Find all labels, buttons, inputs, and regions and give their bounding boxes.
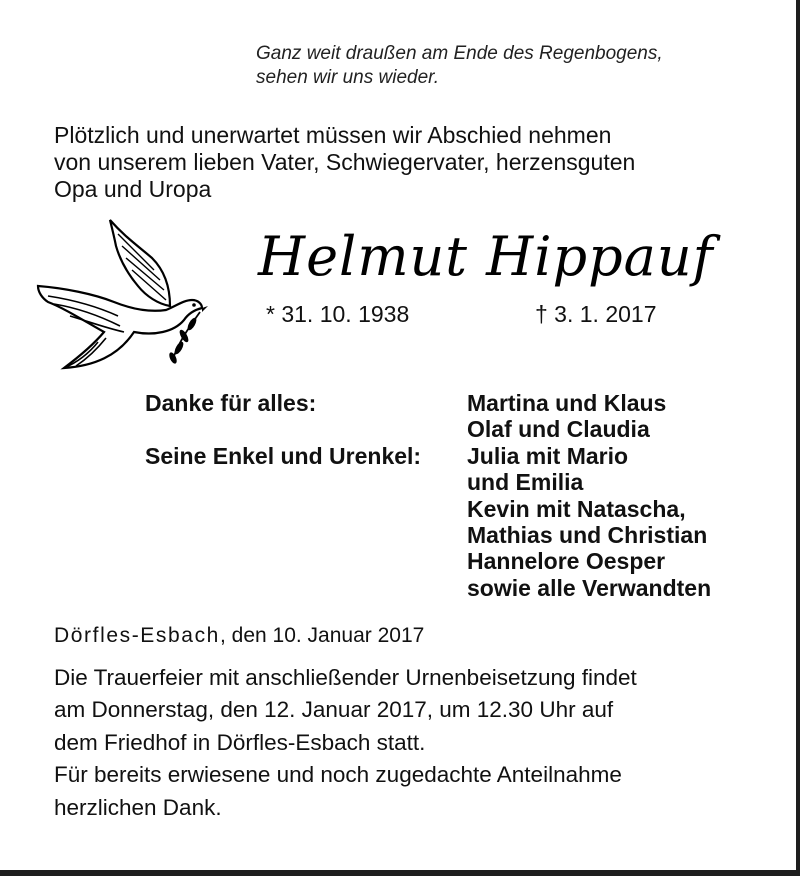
closing-line: herzlichen Dank. xyxy=(54,794,222,820)
mourner-row xyxy=(145,469,711,495)
mourner-name: Martina und Klaus xyxy=(467,390,667,416)
mourner-row xyxy=(145,390,711,416)
notice-date: , den 10. Januar 2017 xyxy=(219,624,425,647)
mourner-row xyxy=(145,443,711,469)
motto-line: Ganz weit draußen am Ende des Regenbogens, xyxy=(256,43,663,64)
mourner-name: Mathias und Christian xyxy=(467,522,708,549)
mourner-row xyxy=(145,416,711,442)
death-date: † 3. 1. 2017 xyxy=(535,301,657,327)
motto-line: sehen wir uns wieder. xyxy=(256,67,440,88)
mourner-group-label: Danke für alles: xyxy=(145,390,317,416)
closing-line: Die Trauerfeier mit anschließender Urnenbeisetzung findet xyxy=(54,665,637,690)
mourner-row xyxy=(145,496,711,522)
intro-line: Opa und Uropa xyxy=(54,176,212,202)
motto-quote xyxy=(256,42,776,90)
town-name: Dörfles-Esbach xyxy=(54,624,220,647)
mourner-name: sowie alle Verwandten xyxy=(467,574,712,601)
mourner-group-label xyxy=(145,548,467,574)
dove-icon xyxy=(34,216,210,374)
mourner-name: Julia mit Mario xyxy=(467,442,629,469)
mourner-group-label xyxy=(145,496,467,522)
mourner-row xyxy=(145,522,711,548)
intro-line: von unserem lieben Vater, Schwiegervater, herzensguten xyxy=(54,149,636,175)
intro-text xyxy=(54,122,754,203)
mourner-name: Hannelore Oesper xyxy=(467,548,666,575)
birth-date: * 31. 10. 1938 xyxy=(266,301,410,327)
closing-text xyxy=(54,662,774,824)
mourner-name: Kevin mit Natascha, xyxy=(467,495,686,522)
closing-line: am Donnerstag, den 12. Januar 2017, um 12.30 Uhr auf xyxy=(54,697,614,723)
closing-line: dem Friedhof in Dörfles-Esbach statt. xyxy=(54,729,426,755)
mourner-group-label xyxy=(145,575,467,601)
mourner-name: Olaf und Claudia xyxy=(467,416,650,443)
mourner-group-label xyxy=(145,416,467,442)
mourner-name: und Emilia xyxy=(467,469,584,496)
closing-line: Für bereits erwiesene und noch zugedachte Anteilnahme xyxy=(54,762,622,788)
mourner-group-label xyxy=(145,469,467,495)
mourner-group-label: Seine Enkel und Urenkel: xyxy=(145,442,422,469)
deceased-name: Helmut Hippauf xyxy=(258,225,714,288)
intro-line: Plötzlich und unerwartet müssen wir Abschied nehmen xyxy=(54,122,612,148)
mourners-list xyxy=(145,390,711,601)
place-and-date xyxy=(54,622,424,650)
mourner-row xyxy=(145,548,711,574)
mourner-group-label xyxy=(145,522,467,548)
mourner-row xyxy=(145,575,711,601)
